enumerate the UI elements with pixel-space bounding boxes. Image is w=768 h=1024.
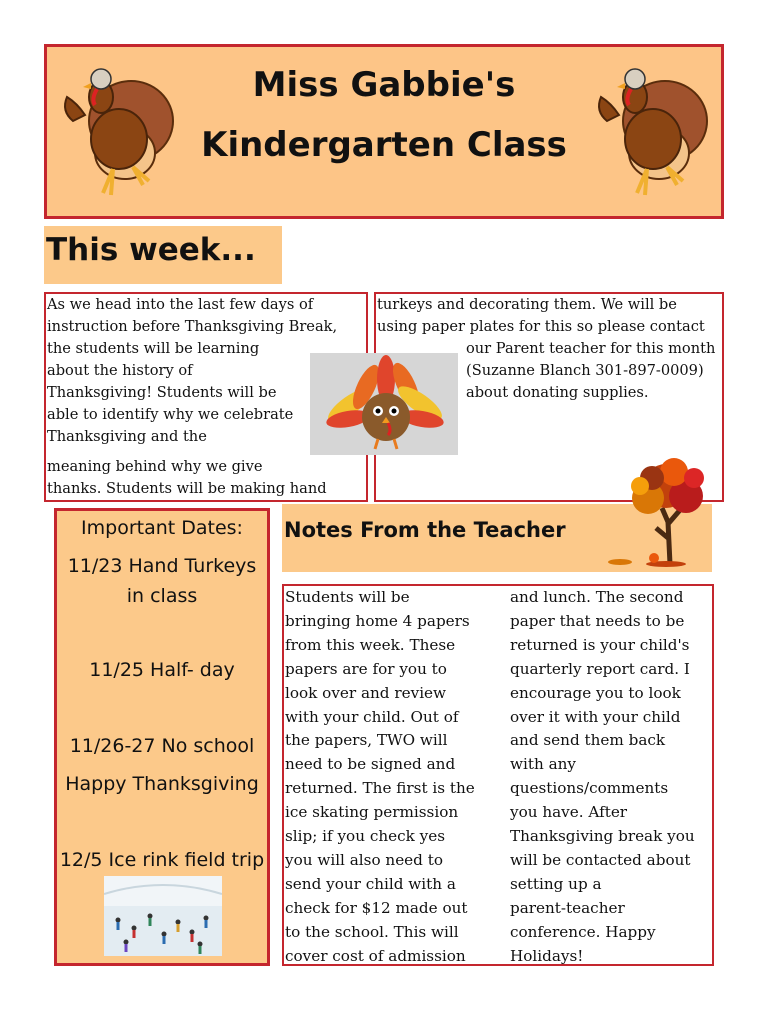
text-line: ice skating permission <box>285 803 459 822</box>
autumn-tree-image <box>604 452 716 570</box>
text-line: you will also need to <box>285 850 443 869</box>
text-line: check for $12 made out <box>285 898 468 917</box>
date-item: 11/23 Hand Turkeys <box>67 555 257 577</box>
text-line: over it with your child <box>510 707 681 726</box>
text-line: cover cost of admission <box>285 946 466 965</box>
text-line: look over and review <box>285 683 447 702</box>
date-item: 11/25 Half- day <box>89 659 235 681</box>
text-line: thanks. Students will be making hand <box>47 480 327 497</box>
text-line: papers are for you to <box>285 659 447 678</box>
newsletter-title: Miss Gabbie's Kindergarten Class <box>201 65 567 165</box>
text-line: to the school. This will <box>285 922 459 941</box>
text-line: using paper plates for this so please contact <box>377 318 705 335</box>
this-week-banner <box>44 226 282 284</box>
text-line: encourage you to look <box>510 683 681 702</box>
text-line: the students will be learning <box>47 340 260 357</box>
text-line: setting up a <box>510 874 602 893</box>
text-line: Thanksgiving! Students will be <box>47 384 277 401</box>
text-line: Thanksgiving and the <box>47 428 207 445</box>
text-line: with any <box>510 755 576 774</box>
text-line: send your child with a <box>285 874 456 893</box>
important-dates-heading: Important Dates: <box>81 517 243 539</box>
text-line: Holidays! <box>510 946 584 965</box>
this-week-heading: This week... <box>46 232 256 268</box>
date-item: Happy Thanksgiving <box>65 773 259 795</box>
date-item: 12/5 Ice rink field trip <box>59 849 265 871</box>
text-line: turkeys and decorating them. We will be <box>377 296 677 313</box>
text-line: and send them back <box>510 731 666 750</box>
text-line: with your child. Out of <box>285 707 459 726</box>
text-line: (Suzanne Blanch 301-897-0009) <box>466 362 704 379</box>
date-item: in class <box>126 585 198 607</box>
newsletter-header <box>44 44 724 219</box>
turkey-left-image <box>53 61 183 201</box>
text-line: slip; if you check yes <box>285 827 445 845</box>
ice-skating-rink-image <box>104 876 222 956</box>
text-line: quarterly report card. I <box>510 659 690 678</box>
text-line: bringing home 4 papers <box>285 611 470 630</box>
text-line: able to identify why we celebrate <box>47 406 294 423</box>
text-line: questions/comments <box>510 779 669 798</box>
turkey-right-image <box>587 61 717 201</box>
date-item: 11/26-27 No school <box>69 735 255 757</box>
text-line: the papers, TWO will <box>285 731 448 750</box>
text-line: returned. The first is the <box>285 779 475 798</box>
text-line: and lunch. The second <box>510 588 684 606</box>
notes-heading: Notes From the Teacher <box>284 518 566 542</box>
text-line: parent-teacher <box>510 898 625 917</box>
text-line: returned is your child's <box>510 635 690 654</box>
text-line: our Parent teacher for this month <box>466 340 716 357</box>
text-line: As we head into the last few days of <box>47 296 314 313</box>
paper-plate-turkey-image <box>310 353 458 455</box>
text-line: paper that needs to be <box>510 611 685 630</box>
text-line: about donating supplies. <box>466 384 649 401</box>
text-line: you have. After <box>510 803 628 822</box>
text-line: conference. Happy <box>510 922 656 941</box>
text-line: about the history of <box>47 362 193 379</box>
notes-box <box>282 584 714 966</box>
text-line: meaning behind why we give <box>47 458 263 475</box>
text-line: need to be signed and <box>285 755 456 774</box>
text-line: Thanksgiving break you <box>510 827 695 845</box>
text-line: Students will be <box>285 588 410 606</box>
text-line: instruction before Thanksgiving Break, <box>47 318 338 335</box>
text-line: from this week. These <box>285 635 456 654</box>
text-line: will be contacted about <box>510 850 691 869</box>
